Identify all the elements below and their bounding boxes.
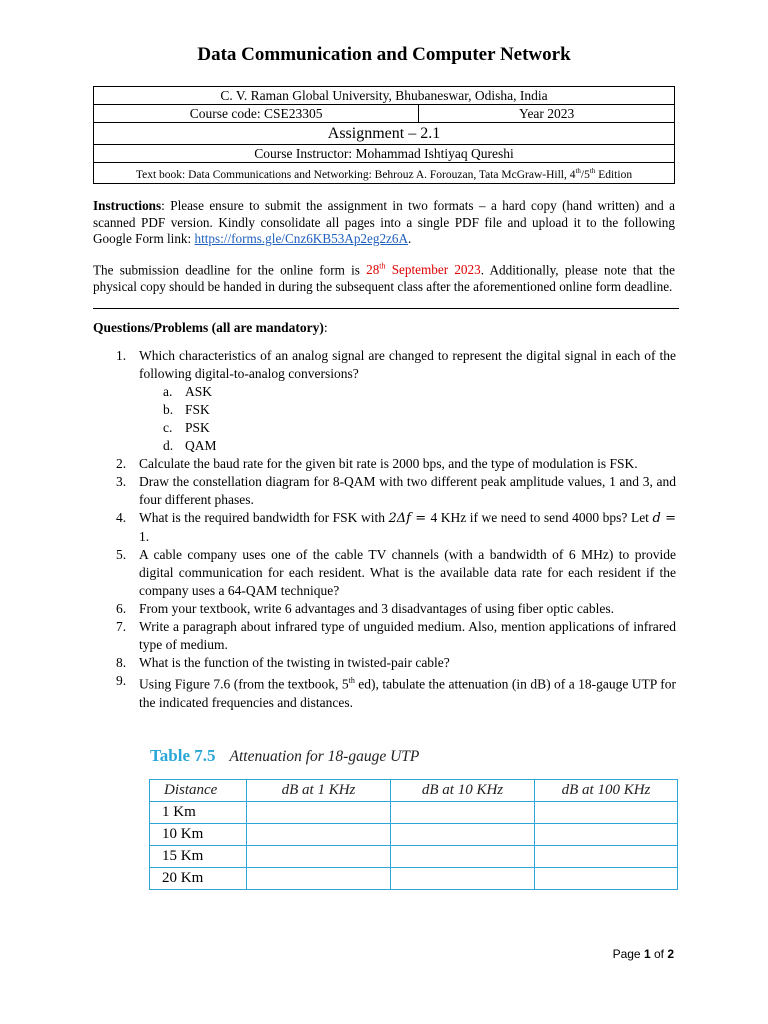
question-number: 4. (116, 510, 127, 525)
question-text: Using Figure 7.6 (from the textbook, 5 (139, 676, 349, 692)
question-text: Write a paragraph about infrared type of unguided medium. Also, mention applications of infrared type of medium. (139, 619, 676, 652)
empty-cell (535, 868, 678, 890)
textbook-sup-4th: th (575, 167, 581, 175)
instructions-label: Instructions (93, 198, 162, 213)
distance-cell: 10 Km (150, 824, 247, 846)
instructions-text: : Please ensure to submit the assignment in two formats – a hard copy (hand written) and a scanned PDF version. Kindly consolidate all pages into a single PDF file and upload it to the following Google Form link: (93, 198, 675, 246)
table-row (150, 824, 678, 846)
question-sup: th (348, 676, 355, 685)
questions-heading-colon: : (323, 320, 328, 335)
question-9 (110, 672, 676, 712)
sub-item-letter: a. (163, 384, 173, 399)
deadline-day-sup: th (379, 262, 386, 271)
question-text: Which characteristics of an analog signal are changed to represent the digital signal in each of the following digital-to-analog conversions? (139, 348, 676, 381)
empty-cell (247, 868, 391, 890)
sub-item-psk (139, 419, 676, 437)
question-text: Draw the constellation diagram for 8-QAM with two different peak amplitude values, 1 and 3, and four different phases. (139, 474, 676, 507)
question-text: What is the function of the twisting in twisted-pair cable? (139, 655, 450, 670)
question-text-end: . (145, 529, 150, 544)
university-cell: C. V. Raman Global University, Bhubaneswar, Odisha, India (94, 87, 675, 105)
header-100khz: dB at 100 KHz (535, 780, 678, 802)
sub-item-text: FSK (185, 402, 210, 417)
deadline-day: 28 (366, 262, 380, 278)
sub-item-qam (139, 437, 676, 455)
sub-item-letter: c. (163, 420, 173, 435)
page-total: 2 (667, 947, 674, 961)
section-divider (93, 308, 679, 309)
table-caption (150, 746, 419, 766)
empty-cell (391, 824, 535, 846)
page-current: 1 (643, 947, 651, 961)
sub-item-text: PSK (185, 420, 210, 435)
question-1-sublist (139, 383, 676, 455)
course-info-table (93, 86, 675, 184)
question-5 (110, 546, 676, 600)
question-number: 9. (116, 673, 127, 688)
question-text: A cable company uses one of the cable TV channels (with a bandwidth of 6 MHz) to provide digital communication for each resident. What is the available data rate for each resident if the company uses a 64-QAM technique? (139, 547, 676, 598)
instructor-cell: Course Instructor: Mohammad Ishtiyaq Qureshi (94, 145, 675, 163)
course-code-cell: Course code: CSE23305 (94, 105, 419, 123)
textbook-text: Text book: Data Communications and Networking: Behrouz A. Forouzan, Tata McGraw-Hill, 4 (135, 168, 576, 181)
question-text: From your textbook, write 6 advantages and 3 disadvantages of using fiber optic cables. (139, 601, 615, 616)
question-7 (110, 618, 676, 654)
question-8 (110, 654, 676, 672)
question-number: 5. (116, 547, 127, 562)
deadline-pre: The submission deadline for the online form is (93, 262, 367, 278)
header-1khz: dB at 1 KHz (247, 780, 391, 802)
table-number: Table 7.5 (150, 746, 216, 765)
questions-list (110, 347, 676, 712)
question-2 (110, 455, 676, 473)
empty-cell (391, 802, 535, 824)
question-number: 6. (116, 601, 127, 616)
page-number (613, 947, 674, 961)
distance-cell: 20 Km (150, 868, 247, 890)
empty-cell (391, 868, 535, 890)
empty-cell (247, 802, 391, 824)
sub-item-fsk (139, 401, 676, 419)
textbook-sup-5th: th (589, 167, 596, 175)
question-number: 8. (116, 655, 127, 670)
empty-cell (535, 846, 678, 868)
question-number: 2. (116, 456, 127, 471)
sub-item-letter: d. (163, 438, 174, 453)
instructions-end: . (408, 231, 412, 246)
distance-cell: 1 Km (150, 802, 247, 824)
empty-cell (535, 802, 678, 824)
textbook-edition: Edition (595, 168, 633, 181)
questions-heading-bold: Questions/Problems (all are mandatory) (93, 320, 324, 335)
deadline-date (366, 262, 481, 277)
textbook-cell (94, 163, 675, 184)
question-number: 1. (116, 348, 127, 363)
sub-item-ask (139, 383, 676, 401)
empty-cell (535, 824, 678, 846)
question-3 (110, 473, 676, 509)
deadline-post: . Additionally, please note that the physical copy should be handed in during the subsequent class after the aforementioned online form deadline. (93, 262, 675, 294)
google-form-link[interactable]: https://forms.gle/Cnz6KB53Ap2eg2z6A (194, 231, 409, 246)
empty-cell (247, 824, 391, 846)
header-10khz: dB at 10 KHz (391, 780, 535, 802)
empty-cell (247, 846, 391, 868)
math-expression: 2Δf = (388, 511, 431, 526)
question-number: 7. (116, 619, 127, 634)
table-row (150, 868, 678, 890)
year-cell: Year 2023 (419, 105, 675, 123)
questions-heading (93, 320, 328, 336)
attenuation-table (149, 779, 678, 890)
document-title: Data Communication and Computer Network (197, 44, 571, 65)
question-text: What is the required bandwidth for FSK with (139, 510, 389, 525)
question-6 (110, 600, 676, 618)
math-variable: d = (652, 511, 676, 526)
textbook-slash: /5 (580, 168, 590, 181)
sub-item-text: QAM (185, 438, 217, 453)
deadline-month-year: September 2023 (385, 262, 481, 278)
question-1 (110, 347, 676, 455)
distance-cell: 15 Km (150, 846, 247, 868)
table-row (150, 802, 678, 824)
question-text-cont: ed), tabulate the attenuation (in dB) of a 18-gauge UTP for the indicated frequencies and distances. (139, 676, 676, 710)
assignment-cell: Assignment – 2.1 (94, 123, 675, 145)
question-4 (110, 509, 676, 546)
sub-item-text: ASK (185, 384, 213, 399)
sub-item-letter: b. (163, 402, 174, 417)
header-distance: Distance (150, 780, 247, 802)
empty-cell (391, 846, 535, 868)
question-text: Calculate the baud rate for the given bit rate is 2000 bps, and the type of modulation is FSK. (139, 456, 638, 471)
table-header-row (150, 780, 678, 802)
page-of: of (650, 947, 668, 961)
deadline-paragraph (93, 259, 675, 295)
table-title: Attenuation for 18-gauge UTP (229, 748, 420, 765)
question-text-cont: 4 KHz if we need to send 4000 bps? Let (430, 510, 653, 525)
question-number: 3. (116, 474, 127, 489)
table-row (150, 846, 678, 868)
instructions-paragraph (93, 198, 675, 248)
math-value: 1 (139, 529, 146, 544)
page-word: Page (612, 947, 644, 961)
